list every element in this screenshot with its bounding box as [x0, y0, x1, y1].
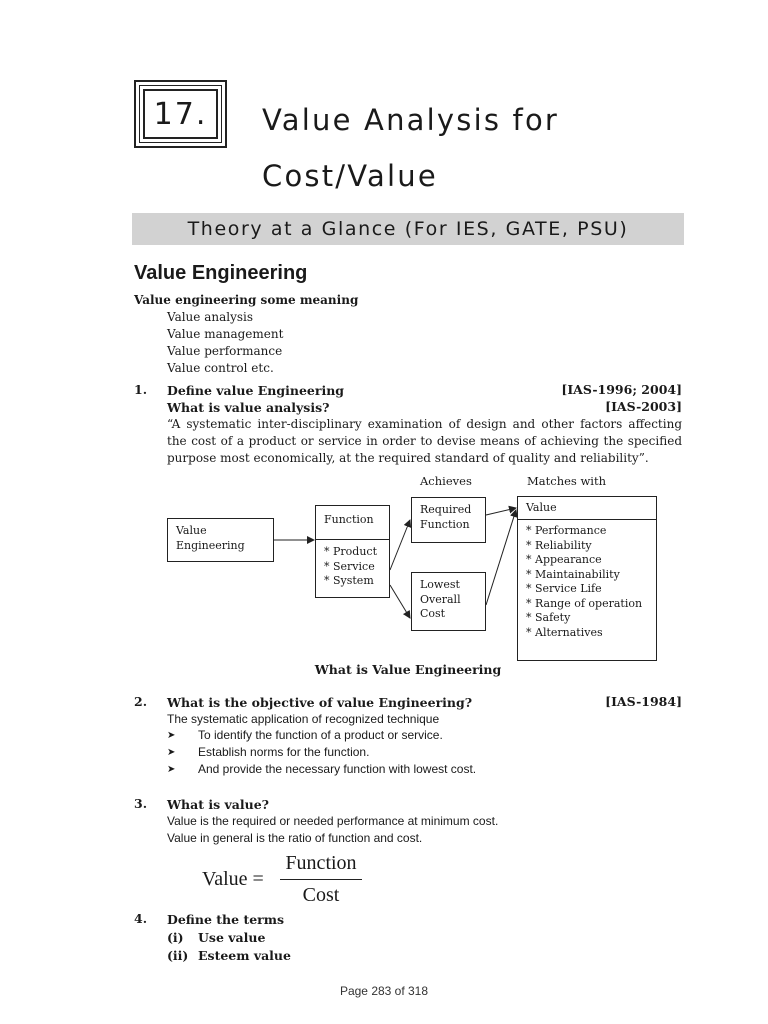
- chapter-title-line2: Cost/Value: [262, 159, 438, 193]
- q2-bullet-list: [167, 727, 476, 778]
- q3-line1: Value is the required or needed performance at minimum cost.: [167, 814, 499, 828]
- lowest-box-line: Overall: [420, 592, 461, 606]
- required-box-line: Function: [420, 517, 470, 531]
- q2-number: 2.: [134, 694, 148, 709]
- q1-subtitle: What is value analysis?: [167, 400, 330, 415]
- bullet-item: [167, 727, 476, 744]
- q1-definition: “A systematic inter-disciplinary examination of design and other factors affecting the cost of a product or service in order to devise means of achieving the specified purpose most economically, at the required standard of quality and reliability”.: [167, 417, 682, 465]
- chapter-title-line1: Value Analysis for: [262, 103, 560, 137]
- value-item: * Appearance: [526, 553, 602, 566]
- value-item: * Maintainability: [526, 567, 620, 581]
- function-item: * System: [324, 574, 374, 587]
- bullet-item: [167, 761, 476, 778]
- chapter-number-box: [134, 80, 227, 148]
- meaning-item: Value analysis: [167, 310, 254, 324]
- ve-box-line: Engineering: [176, 538, 245, 552]
- arrow-required-to-value: [486, 508, 516, 515]
- q2-reference: [IAS-1984]: [605, 694, 682, 709]
- q1-subreference: [IAS-2003]: [605, 399, 682, 414]
- value-item: * Reliability: [526, 538, 592, 552]
- label-matches-with: Matches with: [527, 474, 607, 488]
- q1-number: 1.: [134, 382, 148, 397]
- meaning-item: Value management: [167, 327, 284, 341]
- function-box: [315, 505, 390, 598]
- section-heading: Value Engineering: [134, 262, 308, 284]
- lowest-overall-cost-box: [411, 572, 486, 631]
- page-footer: Page 283 of 318: [339, 984, 429, 998]
- meaning-item: Value control etc.: [167, 361, 274, 375]
- q4-item-text: Use value: [198, 930, 266, 945]
- q3-title: What is value?: [167, 797, 269, 812]
- meaning-list: [167, 309, 283, 377]
- q1-title: Define value Engineering: [167, 383, 345, 398]
- q1-reference: [IAS-1996; 2004]: [561, 382, 682, 397]
- function-box-title: Function: [316, 506, 389, 540]
- value-item: * Range of operation: [526, 596, 643, 610]
- value-box-items: [518, 520, 656, 640]
- lowest-box-line: Cost: [420, 607, 446, 620]
- theory-banner: Theory at a Glance (For IES, GATE, PSU): [132, 213, 684, 245]
- value-engineering-diagram: [160, 470, 670, 670]
- bullet-text: To identify the function of a product or service.: [198, 728, 443, 742]
- arrow-function-to-lowest: [390, 585, 410, 618]
- q2-title: What is the objective of value Engineering?: [167, 695, 473, 710]
- q4-title: Define the terms: [167, 912, 285, 927]
- required-function-box: [411, 497, 486, 543]
- q3-line2: Value in general is the ratio of function and cost.: [167, 831, 423, 845]
- chapter-title: [262, 92, 559, 204]
- bullet-item: [167, 744, 476, 761]
- value-item: * Alternatives: [526, 625, 603, 639]
- value-box-title: Value: [518, 497, 656, 520]
- diagram-caption: What is Value Engineering: [314, 662, 502, 677]
- formula-fraction-bar: [280, 879, 362, 880]
- meaning-label: Value engineering some meaning: [134, 293, 359, 307]
- q4-number: 4.: [134, 911, 148, 926]
- meaning-item: Value performance: [167, 344, 283, 358]
- bullet-text: Establish norms for the function.: [198, 745, 370, 759]
- ve-box: [167, 518, 274, 562]
- bullet-arrow-icon: ➤: [167, 730, 176, 741]
- formula-numerator: Function: [285, 852, 357, 874]
- required-box-line: Required: [420, 503, 472, 516]
- q4-item-label: (i): [167, 930, 184, 945]
- label-achieves: Achieves: [420, 474, 472, 488]
- value-item: * Service Life: [526, 582, 602, 595]
- value-box: [517, 496, 657, 661]
- arrow-lowest-to-value: [486, 510, 516, 605]
- value-item: * Performance: [526, 524, 607, 537]
- function-item: * Product: [324, 545, 377, 558]
- q3-number: 3.: [134, 796, 148, 811]
- bullet-text: And provide the necessary function with lowest cost.: [198, 762, 477, 776]
- formula-lhs: Value =: [202, 868, 264, 890]
- bullet-arrow-icon: ➤: [167, 747, 176, 758]
- lowest-box-line: Lowest: [420, 578, 460, 591]
- chapter-number: 17.: [143, 89, 218, 139]
- value-item: * Safety: [526, 611, 571, 624]
- function-item: * Service: [324, 559, 375, 573]
- q4-item-text: Esteem value: [198, 948, 291, 963]
- q2-intro: The systematic application of recognized technique: [167, 712, 440, 726]
- arrow-function-to-required: [390, 520, 410, 570]
- function-box-items: [316, 540, 389, 589]
- q4-item-label: (ii): [167, 948, 189, 963]
- formula-denominator: Cost: [302, 884, 340, 906]
- ve-box-line: Value: [176, 524, 207, 537]
- bullet-arrow-icon: ➤: [167, 764, 176, 775]
